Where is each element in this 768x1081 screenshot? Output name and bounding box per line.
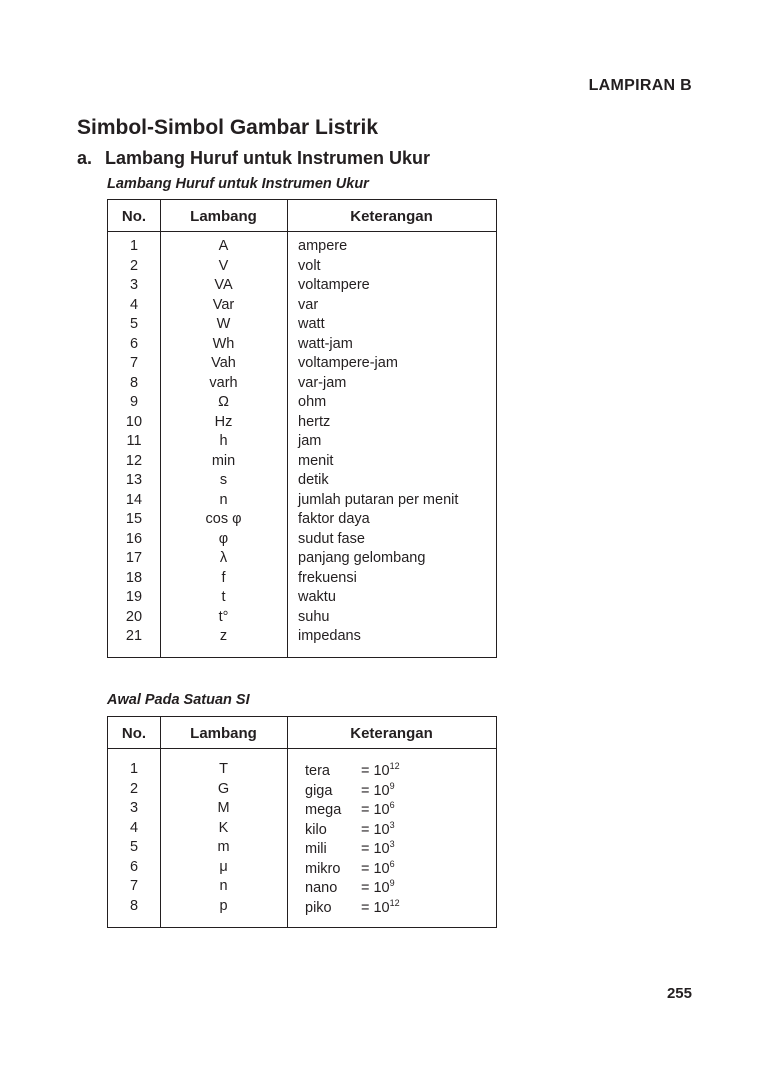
row-description: var (298, 296, 319, 313)
section-marker: a. (77, 148, 93, 168)
prefix-base: = 10 (361, 899, 390, 916)
header-description: Keterangan (350, 208, 433, 225)
row-symbol: cos φ (205, 511, 242, 527)
row-number: 15 (125, 511, 143, 527)
row-symbol: T (219, 761, 228, 777)
row-description (305, 878, 395, 896)
row-symbol: Wh (212, 335, 235, 352)
row-description: voltampere (298, 277, 370, 293)
row-number: 20 (125, 608, 143, 625)
row-symbol: W (216, 316, 231, 332)
table-row (108, 277, 496, 297)
row-number: 7 (129, 355, 139, 371)
table-row (108, 570, 496, 590)
table-row (108, 761, 496, 781)
table-row (108, 511, 496, 531)
row-symbol: varh (209, 374, 238, 391)
prefix-base: = 10 (361, 880, 390, 896)
row-description: waktu (298, 589, 336, 605)
row-number: 3 (129, 277, 139, 293)
prefix-exponent: 9 (389, 878, 395, 888)
row-number: 8 (129, 897, 139, 914)
row-symbol: f (221, 569, 226, 586)
row-number: 2 (129, 257, 139, 274)
header-divider (108, 231, 496, 232)
row-number: 1 (129, 238, 139, 254)
table-row (108, 589, 496, 609)
table-row (108, 472, 496, 492)
row-description: var-jam (298, 374, 347, 391)
row-description: detik (298, 472, 329, 488)
row-number: 19 (125, 589, 143, 605)
table-row (108, 550, 496, 570)
row-description: suhu (298, 608, 330, 625)
prefix-base: = 10 (361, 782, 390, 799)
prefix-base: = 10 (361, 763, 390, 779)
row-number: 5 (129, 316, 139, 332)
table-row (108, 878, 496, 898)
row-number: 13 (125, 472, 143, 488)
table-row (108, 316, 496, 336)
row-description (305, 761, 400, 779)
table1-caption: Lambang Huruf untuk Instrumen Ukur (107, 176, 369, 192)
row-symbol: λ (219, 550, 228, 566)
row-description (305, 898, 400, 916)
row-number: 7 (129, 878, 139, 894)
prefix-exponent: 3 (389, 839, 395, 849)
row-number: 16 (125, 530, 143, 547)
row-description: faktor daya (298, 511, 370, 527)
prefix-exponent: 6 (389, 800, 395, 810)
row-number: 4 (129, 296, 139, 313)
row-number: 4 (129, 819, 139, 836)
table1-body (108, 238, 496, 648)
prefix-name: mega (305, 802, 342, 818)
row-number: 6 (129, 335, 139, 352)
appendix-label: LAMPIRAN B (588, 77, 692, 94)
table-row (108, 355, 496, 375)
prefix-name: kilo (305, 821, 327, 838)
table2-caption: Awal Pada Satuan SI (107, 692, 250, 708)
row-description: jumlah putaran per menit (298, 491, 459, 508)
table-row (108, 394, 496, 414)
row-symbol: p (219, 897, 228, 914)
table-row (108, 628, 496, 648)
row-number: 17 (125, 550, 143, 566)
prefix-base: = 10 (361, 821, 390, 838)
prefix-base: = 10 (361, 841, 390, 857)
row-description (305, 839, 395, 857)
header-no: No. (121, 208, 147, 225)
row-description (305, 859, 395, 877)
prefix-exponent: 3 (389, 819, 395, 830)
row-number: 2 (129, 780, 139, 797)
row-symbol: K (218, 819, 229, 836)
table-row (108, 781, 496, 801)
row-description: frekuensi (298, 569, 357, 586)
prefix-name: mili (305, 841, 327, 857)
instrument-symbols-table (107, 199, 497, 658)
table-row (108, 531, 496, 551)
section-heading (77, 148, 430, 169)
row-symbol: n (219, 878, 228, 894)
table-row (108, 839, 496, 859)
row-description: jam (298, 433, 322, 449)
table-row (108, 800, 496, 820)
table2-body (108, 761, 496, 917)
table-row (108, 609, 496, 629)
row-description (305, 800, 395, 818)
table-row (108, 453, 496, 473)
prefix-exponent: 9 (389, 780, 395, 791)
row-description: ampere (298, 238, 348, 254)
row-symbol: s (219, 472, 228, 488)
row-symbol: G (217, 780, 230, 797)
row-number: 18 (125, 569, 143, 586)
prefix-exponent: 6 (389, 858, 395, 869)
row-description: watt-jam (298, 335, 353, 352)
row-symbol: M (217, 800, 230, 816)
row-symbol: μ (219, 858, 228, 875)
row-description (305, 781, 395, 799)
prefix-base: = 10 (361, 802, 390, 818)
row-symbol: h (219, 433, 228, 449)
row-symbol: Ω (218, 394, 229, 410)
table-row (108, 898, 496, 918)
row-symbol: VA (214, 277, 233, 293)
row-symbol: t° (218, 608, 229, 625)
row-symbol: V (218, 257, 229, 274)
row-number: 21 (125, 628, 143, 644)
row-number: 12 (125, 452, 143, 469)
table-row (108, 336, 496, 356)
row-description: ohm (298, 394, 327, 410)
prefix-name: tera (305, 763, 330, 779)
row-symbol: Hz (214, 413, 233, 430)
row-description: impedans (298, 628, 361, 644)
table-row (108, 433, 496, 453)
section-heading-text: Lambang Huruf untuk Instrumen Ukur (105, 148, 431, 168)
table-row (108, 492, 496, 512)
row-description: hertz (298, 413, 331, 430)
row-number: 6 (129, 858, 139, 875)
prefix-name: nano (305, 880, 338, 896)
row-symbol: n (219, 491, 228, 508)
table-row (108, 859, 496, 879)
table-row (108, 258, 496, 278)
table-row (108, 414, 496, 434)
si-prefix-table (107, 716, 497, 928)
row-description: voltampere-jam (298, 355, 398, 371)
prefix-name: piko (305, 899, 332, 916)
table-row (108, 238, 496, 258)
table-row (108, 820, 496, 840)
row-symbol: Var (212, 296, 235, 313)
row-description: volt (298, 257, 321, 274)
row-symbol: φ (218, 530, 229, 547)
header-description: Keterangan (350, 725, 433, 742)
page-title: Simbol-Simbol Gambar Listrik (77, 116, 379, 139)
row-description (305, 820, 395, 838)
row-number: 11 (126, 433, 142, 449)
row-number: 3 (129, 800, 139, 816)
row-symbol: A (218, 238, 229, 254)
row-number: 5 (129, 839, 139, 855)
prefix-base: = 10 (361, 860, 390, 877)
row-symbol: m (217, 839, 230, 855)
prefix-exponent: 12 (389, 761, 400, 771)
header-divider (108, 748, 496, 749)
table-row (108, 297, 496, 317)
row-description: sudut fase (298, 530, 365, 547)
row-symbol: z (219, 628, 228, 644)
prefix-name: mikro (305, 860, 341, 877)
row-symbol: t (221, 589, 226, 605)
table-row (108, 375, 496, 395)
row-symbol: Vah (211, 355, 236, 371)
header-no: No. (121, 725, 147, 742)
header-symbol: Lambang (190, 725, 257, 742)
header-symbol: Lambang (190, 208, 257, 225)
row-symbol: min (211, 452, 236, 469)
row-description: panjang gelombang (298, 550, 426, 566)
prefix-exponent: 12 (389, 897, 400, 908)
page-number: 255 (666, 985, 692, 1002)
row-number: 14 (125, 491, 143, 508)
row-description: menit (298, 452, 334, 469)
row-number: 9 (129, 394, 139, 410)
row-number: 10 (125, 413, 143, 430)
row-description: watt (298, 316, 325, 332)
row-number: 8 (129, 374, 139, 391)
row-number: 1 (129, 761, 139, 777)
prefix-name: giga (305, 782, 333, 799)
